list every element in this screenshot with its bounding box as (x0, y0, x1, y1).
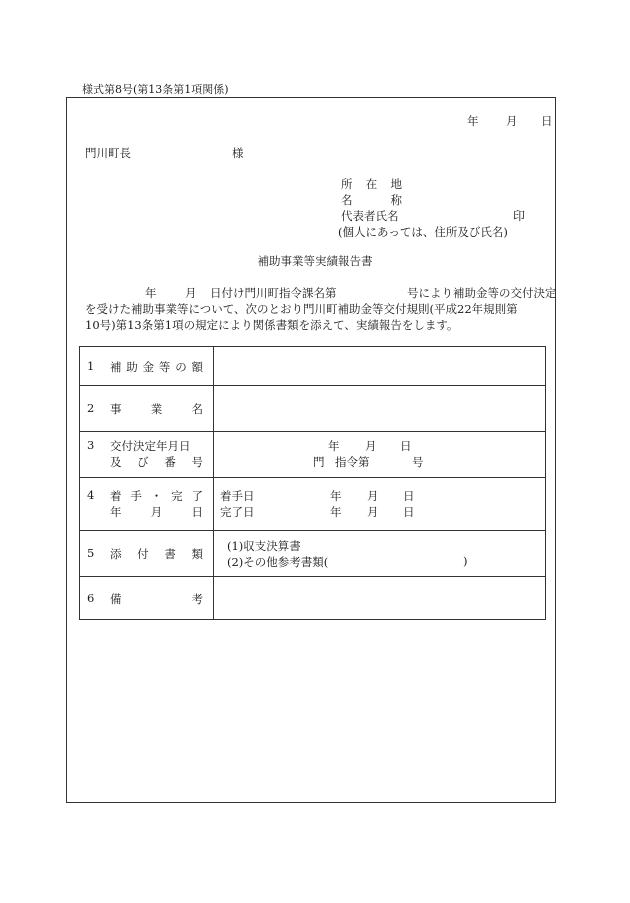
addressee-honorific: 様 (232, 146, 244, 160)
date-month-label: 月 (506, 114, 518, 128)
applicant-name-label: 名 称 (341, 193, 402, 207)
document-title: 補助事業等実績報告書 (257, 254, 373, 268)
body-year: 年 (145, 286, 157, 300)
row-4-label-line1: 着 手 ・ 完 了 (110, 489, 203, 503)
row-2-number: 2 (87, 401, 95, 415)
row-6-number: 6 (87, 591, 95, 605)
table-row-divider (80, 530, 545, 531)
row-4-end-month: 月 (367, 505, 379, 519)
row-3-number: 3 (87, 438, 95, 452)
date-day-label: 日 (541, 114, 553, 128)
table-column-divider (213, 347, 214, 619)
row-3-label-line1: 交付決定年月日 (110, 439, 191, 453)
table-row-divider (80, 477, 545, 478)
row-3-day-label: 日 (400, 439, 412, 453)
body-line-3: 10号)第13条第1項の規定により関係書類を添えて、実績報告をします。 (85, 318, 459, 332)
seal-mark: 印 (513, 209, 526, 223)
row-5-label: 添 付 書 類 (110, 547, 203, 561)
body-text-2: 号により補助金等の交付決定 (407, 286, 557, 300)
row-4-start-year: 年 (330, 489, 342, 503)
attachment-1: (1)収支決算書 (227, 539, 301, 553)
row-4-start-label: 着手日 (220, 489, 255, 503)
body-line-2: を受けた補助事業等について、次のとおり門川町補助金等交付規則(平成22年規則第 (85, 302, 518, 316)
form-code: 様式第8号(第13条第1項関係) (82, 83, 229, 96)
body-month: 月 (185, 286, 197, 300)
row-3-number-prefix: 門 (313, 455, 325, 469)
row-3-label-line2: 及 び 番 号 (110, 455, 203, 469)
attachment-2-close: ) (463, 554, 468, 568)
representative-label: 代表者氏名 (341, 209, 399, 223)
table-row-divider (80, 576, 545, 577)
row-4-end-year: 年 (330, 505, 342, 519)
row-6-label: 備 考 (110, 592, 203, 606)
row-4-label-line2: 年 月 日 (110, 505, 203, 519)
row-4-end-day: 日 (403, 505, 415, 519)
row-3-number-suffix: 号 (412, 455, 424, 469)
row-5-number: 5 (87, 546, 95, 560)
row-4-start-month: 月 (367, 489, 379, 503)
row-4-number: 4 (87, 488, 95, 502)
attachment-2: (2)その他参考書類( (227, 555, 329, 569)
report-table (79, 346, 546, 620)
row-1-label: 補 助 金 等 の 額 (110, 360, 203, 374)
row-2-label: 事 業 名 (110, 402, 203, 416)
row-1-number: 1 (87, 359, 95, 373)
row-4-start-day: 日 (403, 489, 415, 503)
addressee-name: 門川町長 (85, 146, 131, 160)
table-row-divider (80, 431, 545, 432)
row-3-number-middle: 指令第 (335, 455, 370, 469)
row-3-year-label: 年 (328, 439, 340, 453)
body-text-1: 日付け門川町指令課名第 (210, 286, 337, 300)
table-row-divider (80, 385, 545, 386)
individual-note: (個人にあっては、住所及び氏名) (338, 225, 508, 239)
row-4-end-label: 完了日 (220, 505, 255, 519)
date-year-label: 年 (467, 114, 479, 128)
applicant-address-label: 所 在 地 (341, 177, 402, 191)
row-3-month-label: 月 (365, 439, 377, 453)
